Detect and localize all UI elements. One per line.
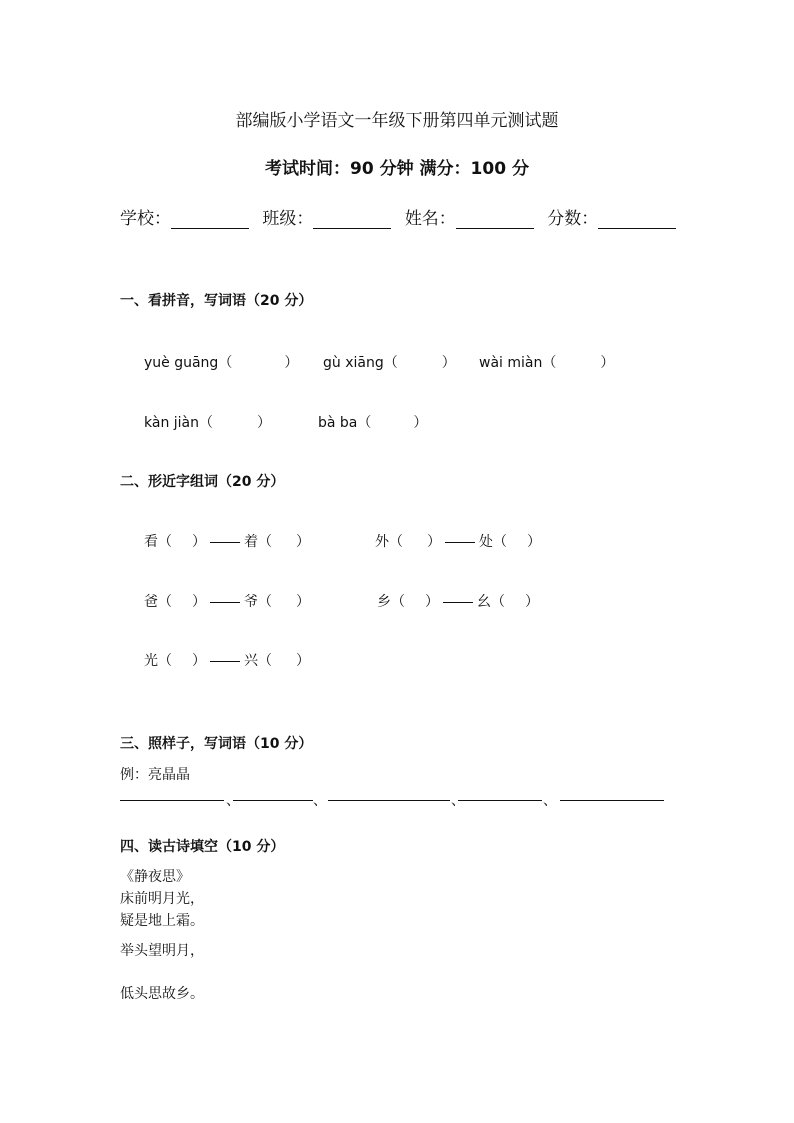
open-paren: （	[158, 594, 172, 610]
answer-line[interactable]	[233, 800, 313, 801]
char-pair-row	[375, 531, 541, 551]
open-paren: （	[258, 594, 272, 610]
open-paren: （	[158, 534, 172, 550]
section1-heading: 一、看拼音，写词语（20 分）	[120, 293, 313, 309]
separator: 、	[226, 793, 240, 809]
close-paren: ）	[296, 594, 310, 610]
section2-heading: 二、形近字组词（20 分）	[120, 474, 285, 490]
answer-line[interactable]	[120, 800, 224, 801]
char-pair-row	[144, 591, 310, 611]
char: 光	[144, 653, 158, 669]
open-paren: （	[258, 534, 272, 550]
close-paren: ）	[296, 653, 310, 669]
separator: 、	[451, 793, 465, 809]
close-paren: ）	[441, 355, 456, 371]
char: 爸	[144, 594, 158, 610]
section4-heading: 四、读古诗填空（10 分）	[120, 839, 285, 855]
pinyin-text: wài miàn（	[479, 355, 557, 371]
poem-line: 低头思故乡。	[120, 986, 204, 1002]
close-paren: ）	[525, 594, 539, 610]
close-paren: ）	[192, 534, 206, 550]
close-paren: ）	[425, 594, 439, 610]
pinyin-text: kàn jiàn（	[144, 415, 213, 431]
close-paren: ）	[192, 653, 206, 669]
answer-line[interactable]	[560, 800, 664, 801]
open-paren: （	[389, 534, 403, 550]
open-paren: （	[491, 594, 505, 610]
char-pair-row	[144, 531, 310, 551]
answer-line[interactable]	[458, 800, 542, 801]
student-info-row	[120, 204, 684, 229]
char: 外	[375, 534, 389, 550]
close-paren: ）	[284, 355, 299, 371]
dash	[445, 542, 475, 543]
section3-heading: 三、照样子，写词语（10 分）	[120, 736, 313, 752]
close-paren: ）	[296, 534, 310, 550]
class-field[interactable]	[313, 210, 391, 229]
pinyin-item	[479, 352, 614, 372]
char: 乡	[377, 594, 391, 610]
dash	[210, 661, 240, 662]
name-label: 姓名：	[404, 209, 456, 229]
char: 爷	[244, 594, 258, 610]
dash	[210, 542, 240, 543]
example-text: 例：亮晶晶	[120, 767, 190, 783]
answer-line[interactable]	[328, 800, 450, 801]
char: 处	[479, 534, 493, 550]
open-paren: （	[493, 534, 507, 550]
score-field[interactable]	[598, 210, 676, 229]
char: 幺	[477, 594, 491, 610]
close-paren: ）	[427, 534, 441, 550]
open-paren: （	[391, 594, 405, 610]
poem-line: 疑是地上霜。	[120, 913, 204, 929]
close-paren: ）	[600, 355, 615, 371]
poem-line: 举头望明月，	[120, 943, 204, 959]
pinyin-text: yuè guāng（	[144, 355, 233, 371]
separator: 、	[313, 793, 327, 809]
char-pair-row	[144, 650, 310, 670]
char: 着	[244, 534, 258, 550]
separator: 、	[543, 793, 557, 809]
name-field[interactable]	[456, 210, 534, 229]
pinyin-text: bà ba（	[318, 415, 372, 431]
close-paren: ）	[257, 415, 271, 431]
dash	[210, 602, 240, 603]
exam-info: 考试时间：90 分钟 满分：100 分	[265, 159, 529, 179]
class-label: 班级：	[262, 209, 314, 229]
pinyin-item	[144, 412, 271, 432]
open-paren: （	[258, 653, 272, 669]
char: 看	[144, 534, 158, 550]
poem-line: 床前明月光，	[120, 891, 204, 907]
score-label: 分数：	[547, 209, 599, 229]
close-paren: ）	[413, 415, 428, 431]
poem-title: 《静夜思》	[120, 869, 190, 885]
char: 兴	[244, 653, 258, 669]
pinyin-item	[318, 412, 427, 432]
page-title: 部编版小学语文一年级下册第四单元测试题	[235, 111, 559, 131]
pinyin-item	[323, 352, 456, 372]
pinyin-item	[144, 352, 298, 372]
open-paren: （	[158, 653, 172, 669]
close-paren: ）	[192, 594, 206, 610]
school-field[interactable]	[171, 210, 249, 229]
char-pair-row	[377, 591, 539, 611]
dash	[443, 602, 473, 603]
pinyin-text: gù xiāng（	[323, 355, 398, 371]
close-paren: ）	[527, 534, 541, 550]
school-label: 学校：	[120, 209, 171, 229]
